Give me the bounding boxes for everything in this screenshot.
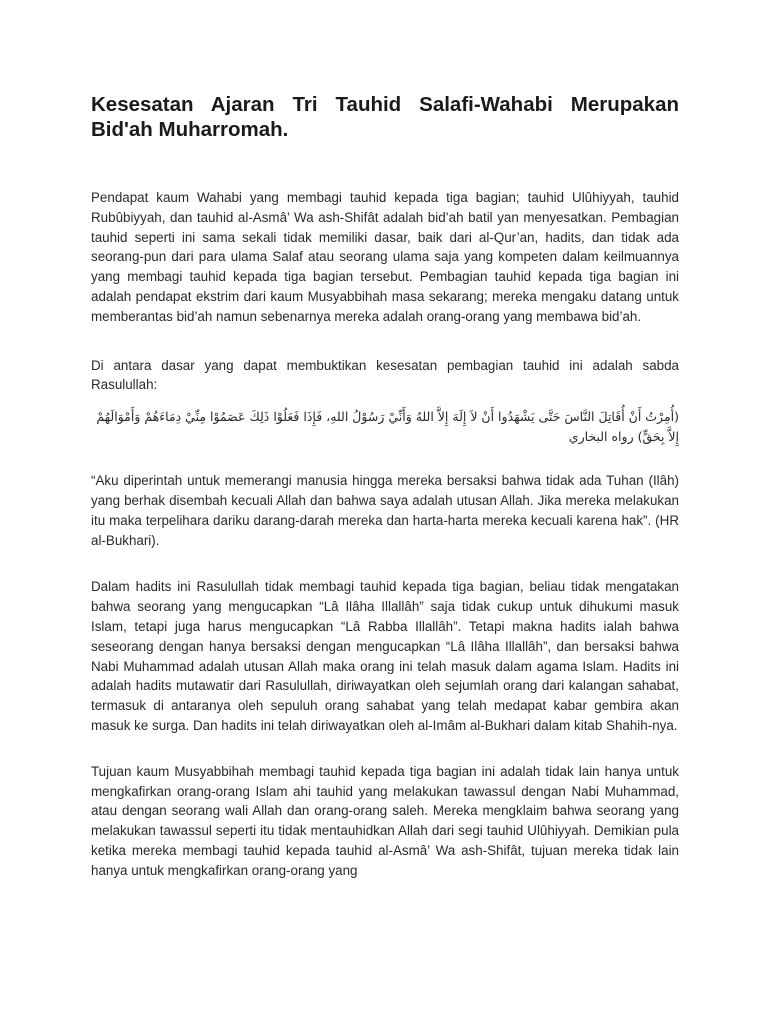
paragraph-purpose: Tujuan kaum Musyabbihah membagi tauhid kepada tiga bagian ini adalah tidak lain hanya untuk mengkafirkan orang-orang Islam ahi tauhid yang melakukan tawassul dengan Nabi Muhammad, atau dengan seorang wali Allah dan orang-orang saleh. Mereka mengklaim bahwa seorang yang melakukan tawassul seperti itu tidak mentauhidkan Allah dari segi tauhid Ulûhiyyah. Demikian pula ketika mereka membagi tauhid kepada tauhid al-Asmâ’ Wa ash-Shifât, tujuan mereka tidak lain hanya untuk mengkafirkan orang-orang yang xyxy=(91,763,679,878)
arabic-hadith-text: (أُمِرْتُ أَنْ أُقَاتِلَ النَّاسَ حَتَّى يَشْهَدُوا أَنْ لاَ إِلَهَ إِلاَّ اللهُ وَأَنِّيْ رَسُوْلُ اللهِ، فَإِذَا فَعَلُوْا ذَلِكَ عَصَمُوْا مِنِّيْ دِمَاءَهُمْ وَأَمْوَالَهُمْ إِلاَّ بِحَقٍّ) رواه البخاري xyxy=(96,409,679,445)
paragraph-evidence-lead: Di antara dasar yang dapat membuktikan kesesatan pembagian tauhid ini adalah sabda Rasulullah: xyxy=(91,357,679,393)
paragraph-hadith-translation: “Aku diperintah untuk memerangi manusia hingga mereka bersaksi bahwa tidak ada Tuhan (Ilâh) yang berhak disembah kecuali Allah dan bahwa saya adalah utusan Allah. Jika mereka melakukan itu maka terpelihara dariku darang-darah mereka dan harta-harta mereka kecuali karena hak”. (HR al-Bukhari). xyxy=(91,473,679,548)
paragraph-hadith-explanation: Dalam hadits ini Rasulullah tidak membagi tauhid kepada tiga bagian, beliau tidak mengatakan bahwa seorang yang mengucapkan “Lâ Ilâha Illallâh” saja tidak cukup untuk dihukumi masuk Islam, tetapi juga harus mengucapkan “Lâ Rabba Illallâh”. Tetapi makna hadits ialah bahwa seseorang dengan hanya bersaksi dengan mengucapkan “Lâ Ilâha Illallâh”, dan bersaksi bahwa Nabi Muhammad adalah utusan Allah maka orang ini telah masuk dalam agama Islam. Hadits ini adalah hadits mutawatir dari Rasulullah, diriwayatkan oleh sejumlah orang dari kalangan sahabat, termasuk di antaranya oleh sepuluh orang sahabat yang telah medapat kabar gembira akan masuk ke surga. Dan hadits ini telah diriwayatkan oleh al-Imâm al-Bukhari dalam kitab Shahih-nya. xyxy=(91,579,679,733)
paragraph-intro: Pendapat kaum Wahabi yang membagi tauhid kepada tiga bagian; tauhid Ulûhiyyah, tauhid Rubûbiyyah, dan tauhid al-Asmâ’ Wa ash-Shifât adalah bid’ah batil yan menyesatkan. Pembagian tauhid seperti ini sama sekali tidak memiliki dasar, baik dari al-Qur’an, hadits, dan tidak ada seorang-pun dari para ulama Salaf atau seorang ulama saja yang kompeten dalam keilmuannya yang membagi tauhid kepada tiga bagian tersebut. Pembagian tauhid kepada tiga bagian ini adalah pendapat ekstrim dari kaum Musyabbihah masa sekarang; mereka mengaku datang untuk memberantas bid’ah namun sebenarnya mereka adalah orang-orang yang membawa bid’ah. xyxy=(91,190,679,324)
article-title: Kesesatan Ajaran Tri Tauhid Salafi-Wahabi Merupakan Bid'ah Muharromah. xyxy=(91,93,679,141)
document-page xyxy=(91,92,679,881)
